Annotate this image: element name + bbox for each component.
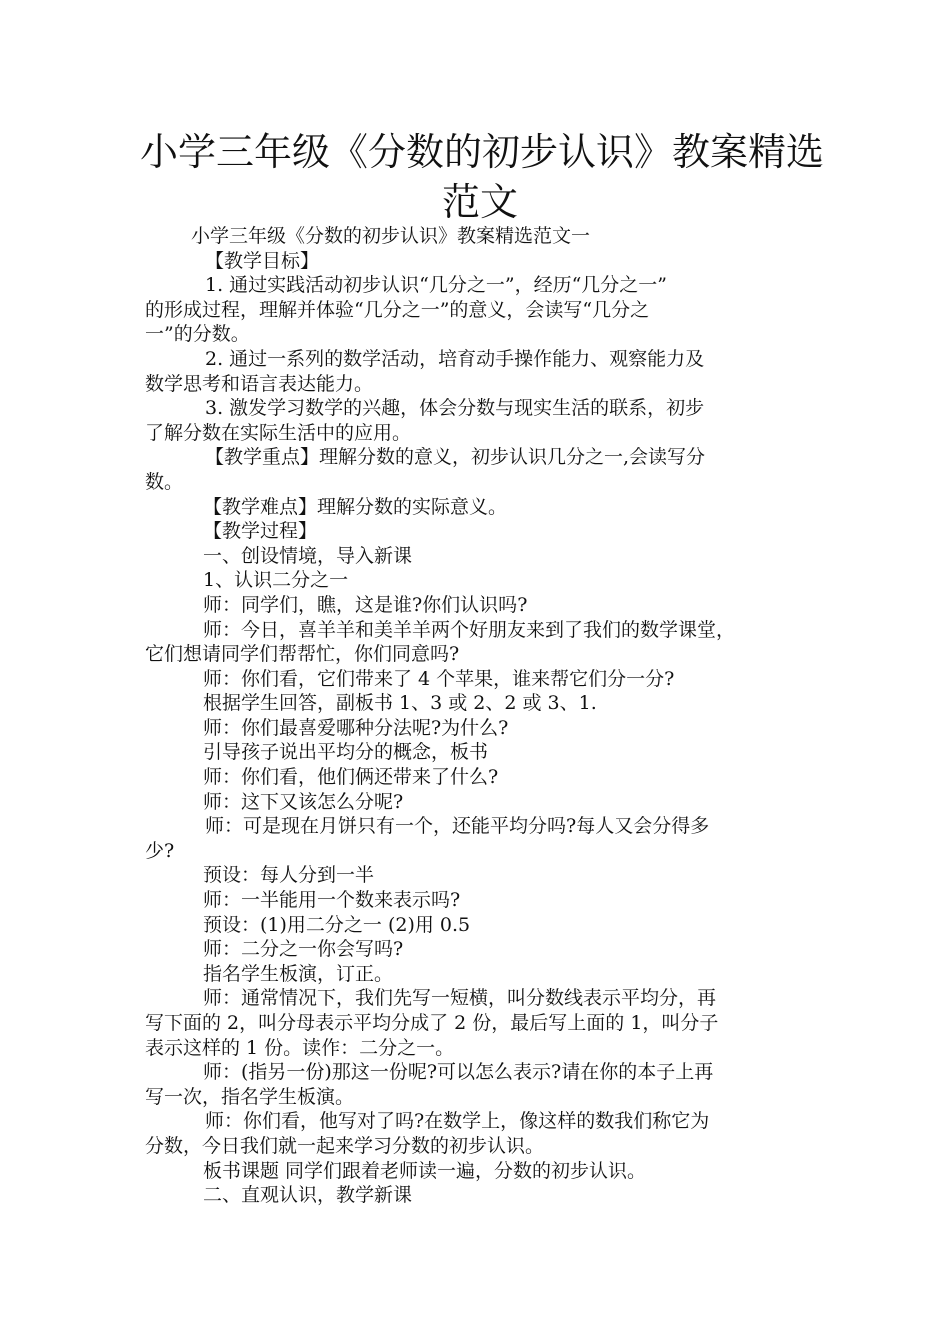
paragraph: [145, 568, 815, 593]
paragraph: [145, 740, 815, 765]
paragraph-line: 师：你们看，它们带来了 4 个苹果，谁来帮它们分一分?: [203, 667, 675, 690]
paragraph: [145, 249, 815, 274]
paragraph-line: 3. 激发学习数学的兴趣，体会分数与现实生活的联系，初步: [205, 397, 705, 420]
paragraph: [145, 1183, 815, 1208]
paragraph: [145, 962, 815, 987]
paragraph-line: 数学思考和语言表达能力。: [145, 372, 374, 395]
paragraph: [145, 224, 815, 249]
paragraph-line: 师：通常情况下，我们先写一短横，叫分数线表示平均分，再: [203, 987, 717, 1010]
paragraph: [145, 986, 815, 1060]
paragraph-line: 小学三年级《分数的初步认识》教案精选范文一: [191, 225, 591, 247]
paragraph: [145, 396, 815, 445]
paragraph: [145, 913, 815, 938]
paragraph: [145, 937, 815, 962]
paragraph-line: 写一次，指名学生板演。: [145, 1085, 355, 1108]
paragraph: [145, 1060, 815, 1109]
paragraph: [145, 519, 815, 544]
paragraph-line: 它们想请同学们帮帮忙，你们同意吗?: [145, 643, 460, 666]
paragraph-line: 师：你们看，他写对了吗?在数学上，像这样的数我们称它为: [205, 1110, 710, 1133]
paragraph: [145, 1159, 815, 1184]
paragraph-line: 板书课题 同学们跟着老师读一遍，分数的初步认识。: [203, 1159, 647, 1182]
paragraph: [145, 814, 815, 863]
paragraph-line: 了解分数在实际生活中的应用。: [145, 421, 412, 444]
paragraph: [145, 495, 815, 520]
paragraph-line: 根据学生回答，副板书 1、3 或 2、2 或 3、1.: [203, 692, 597, 715]
paragraph-line: 师：二分之一你会写吗?: [203, 938, 404, 961]
paragraph-line: 师：你们看，他们俩还带来了什么?: [203, 766, 499, 789]
paragraph-line: 1、认识二分之一: [203, 569, 349, 592]
paragraph-line: 的形成过程，理解并体验“几分之一”的意义，会读写“几分之: [145, 298, 650, 321]
paragraph: [145, 273, 815, 347]
paragraph-line: 1. 通过实践活动初步认识“几分之一”，经历“几分之一”: [205, 274, 668, 297]
paragraph-line: 【教学过程】: [203, 520, 318, 543]
paragraph-line: 分数，今日我们就一起来学习分数的初步认识。: [145, 1134, 545, 1157]
paragraph-line: 【教学重点】理解分数的意义，初步认识几分之一,会读写分: [205, 446, 706, 469]
paragraph-line: 师：同学们，瞧，这是谁?你们认识吗?: [203, 593, 528, 616]
paragraph-line: 写下面的 2，叫分母表示平均分成了 2 份，最后写上面的 1，叫分子: [145, 1012, 719, 1034]
paragraph: [145, 445, 815, 494]
paragraph-line: 数。: [145, 470, 184, 493]
paragraph-line: 【教学难点】理解分数的实际意义。: [203, 495, 508, 518]
paragraph-line: 预设：(1)用二分之一 (2)用 0.5: [203, 913, 471, 936]
paragraph-line: 二、直观认识，教学新课: [203, 1184, 413, 1207]
paragraph-line: 师：你们最喜爱哪种分法呢?为什么?: [203, 716, 509, 739]
paragraph: [145, 691, 815, 716]
paragraph: [145, 863, 815, 888]
paragraph-line: 一、创设情境，导入新课: [203, 544, 413, 567]
paragraph-line: 少?: [145, 839, 175, 862]
paragraph: [145, 544, 815, 569]
paragraph-line: 【教学目标】: [205, 249, 320, 272]
document-title-line-1: 小学三年级《分数的初步认识》教案精选: [140, 130, 825, 174]
paragraph: [145, 1109, 815, 1158]
paragraph-line: 师：今日，喜羊羊和美羊羊两个好朋友来到了我们的数学课堂，: [203, 618, 736, 641]
paragraph: [145, 716, 815, 741]
paragraph-line: 2. 通过一系列的数学活动，培育动手操作能力、观察能力及: [205, 347, 705, 370]
paragraph-line: 表示这样的 1 份。读作：二分之一。: [145, 1036, 455, 1059]
document-title-line-2: 范文: [441, 180, 518, 224]
paragraph-line: 引导孩子说出平均分的概念，板书: [203, 741, 489, 764]
paragraph-line: 师：这下又该怎么分呢?: [203, 790, 404, 813]
paragraph: [145, 618, 815, 667]
paragraph-line: 师：(指另一份)那这一份呢?可以怎么表示?请在你的本子上再: [203, 1061, 714, 1084]
paragraph-line: 预设：每人分到一半: [203, 864, 375, 887]
paragraph: [145, 765, 815, 790]
paragraph-line: 一”的分数。: [145, 323, 250, 346]
document-body: [145, 224, 815, 1208]
paragraph: [145, 667, 815, 692]
paragraph: [145, 347, 815, 396]
paragraph: [145, 790, 815, 815]
paragraph: [145, 593, 815, 618]
paragraph: [145, 888, 815, 913]
paragraph-line: 师：可是现在月饼只有一个，还能平均分吗?每人又会分得多: [205, 815, 710, 838]
paragraph-line: 师：一半能用一个数来表示吗?: [203, 889, 461, 912]
paragraph-line: 指名学生板演，订正。: [203, 962, 394, 985]
